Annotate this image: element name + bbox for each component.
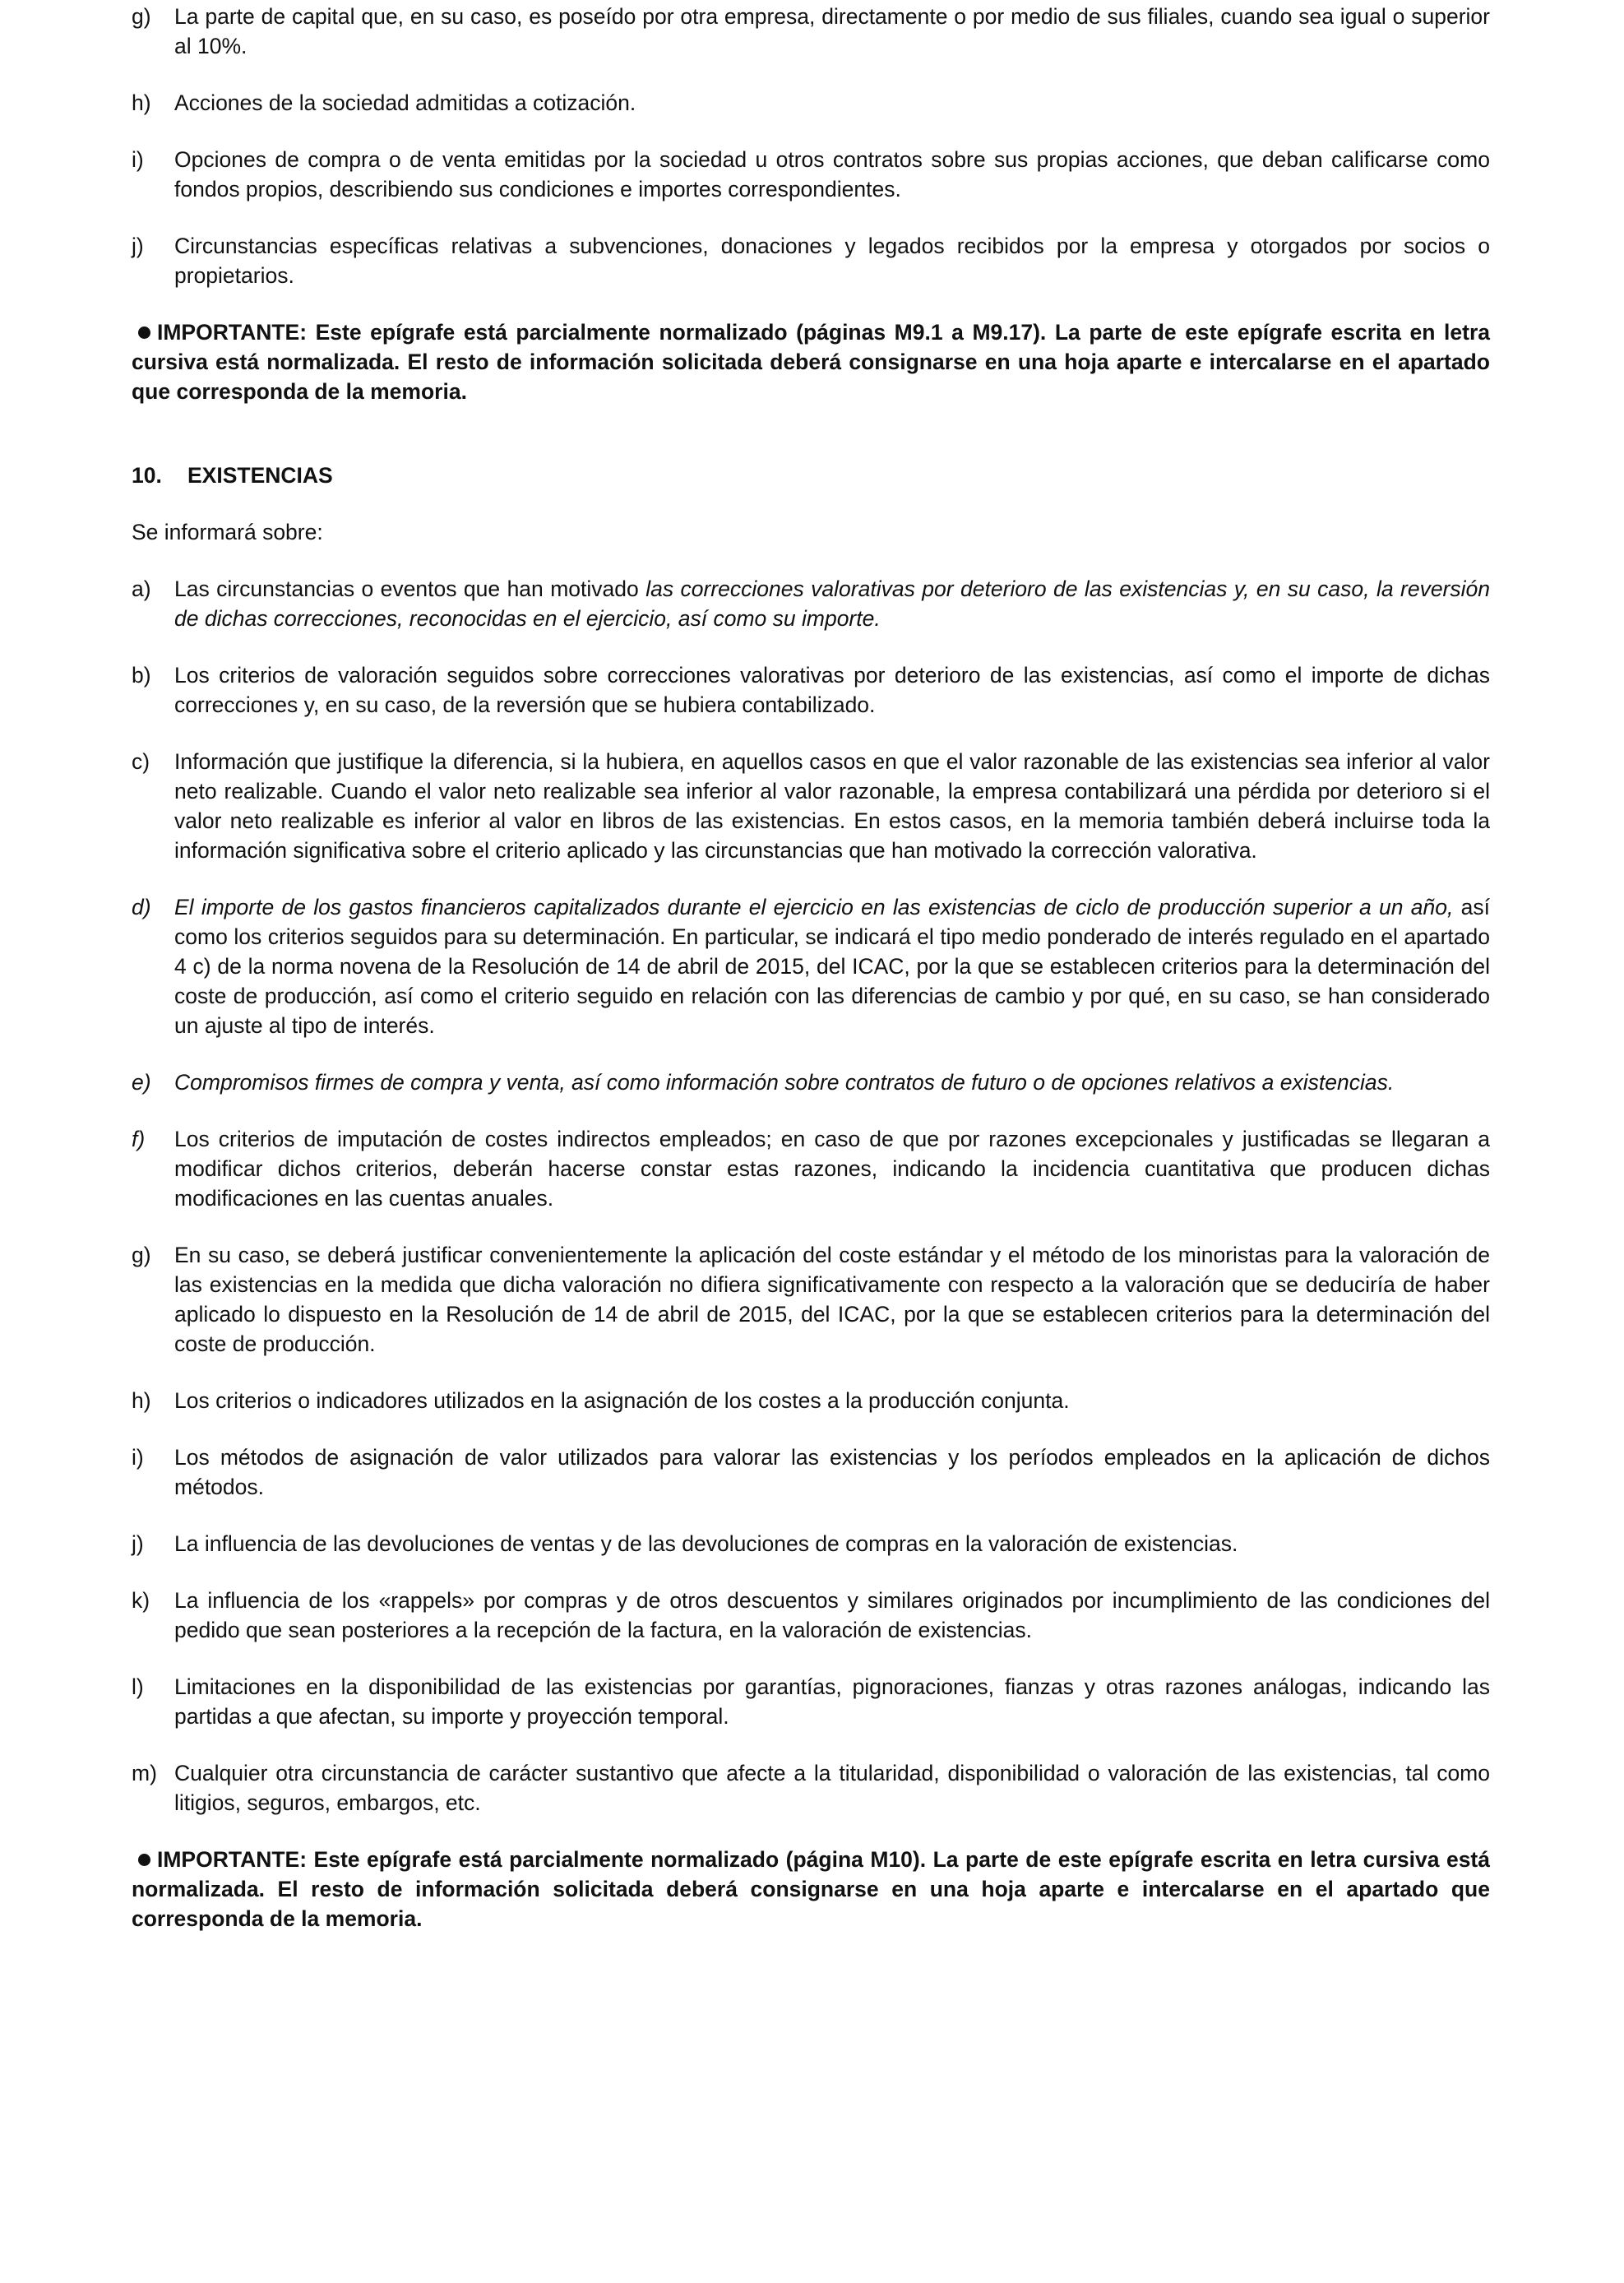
item-text: La influencia de los «rappels» por compras y de otros descuentos y similares originados por incumplimiento de las condiciones del pedido que sean posteriores a la recepción de la factura, en la valoración de existencias. [174,1588,1490,1642]
bullet-icon [138,1854,150,1866]
item-text: Los criterios de valoración seguidos sobre correcciones valorativas por deterioro de las existencias, así como el importe de dichas correcciones y, en su caso, de la reversión que se hubiera contabilizado. [174,663,1490,717]
section-number: 10. [132,463,162,488]
item-text [174,892,1490,1040]
item-text [174,574,1490,633]
plain-text: así como los criterios seguidos para su determinación. En particular, se indicará el tipo medio ponderado de interés regulado en el apartado 4 c) de la norma novena de la Resolución de 14 de abril de 2015, del ICAC, por la que se establecen criterios para la determinación del coste de producción, así como el criterio seguido en relación con las diferencias de cambio y por qué, en su caso, se han considerado un ajuste al tipo de interés. [174,895,1490,1038]
list-item-i [132,1443,1490,1502]
item-text: Los métodos de asignación de valor utilizados para valorar las existencias y los períodos empleados en la aplicación de dichos métodos. [174,1445,1490,1499]
item-label: b) [132,663,151,688]
list-item-prev-g [132,2,1490,61]
item-text: Opciones de compra o de venta emitidas por la sociedad u otros contratos sobre sus propias acciones, que deban calificarse como fondos propios, describiendo sus condiciones e importes correspondientes. [174,147,1490,201]
list-item-g [132,1240,1490,1359]
item-label: i) [132,147,144,172]
item-label: a) [132,577,151,601]
item-label: i) [132,1445,144,1470]
list-item-l [132,1672,1490,1731]
section-intro: Se informará sobre: [132,520,323,544]
item-text: Cualquier otra circunstancia de carácter sustantivo que afecte a la titularidad, disponibilidad o valoración de las existencias, tal como litigios, seguros, embargos, etc. [174,1761,1490,1815]
list-item-prev-j [132,231,1490,290]
item-text: Los criterios de imputación de costes indirectos empleados; en caso de que por razones excepcionales y justificadas se llegaran a modificar dichos criterios, deberán hacerse constar estas razones, indicando la incidencia cuantitativa que producen dichas modificaciones en las cuentas anuales. [174,1127,1490,1211]
list-item-prev-i [132,145,1490,204]
item-text: Información que justifique la diferencia, si la hubiera, en aquellos casos en que el valor razonable de las existencias sea inferior al valor neto realizable. Cuando el valor neto realizable sea inferior al valor razonable, la empresa contabilizará una pérdida por deterioro si el valor neto realizable es inferior al valor en libros de las existencias. En estos casos, en la memoria también deberá incluirse toda la información significativa sobre el criterio aplicado y las circunstancias que han motivado la corrección valorativa. [174,749,1490,863]
item-label: e) [132,1070,151,1095]
italic-text: El importe de los gastos financieros capitalizados durante el ejercicio en las existencias de ciclo de producción superior a un año, [174,895,1454,919]
list-item-prev-h [132,88,1490,118]
item-text: Compromisos firmes de compra y venta, así como información sobre contratos de futuro o de opciones relativos a existencias. [174,1070,1395,1095]
list-item-h [132,1386,1490,1415]
section-heading [132,461,1490,490]
item-label: d) [132,895,151,919]
list-item-d [132,892,1490,1040]
item-label: m) [132,1761,157,1785]
item-label: c) [132,749,150,774]
item-label: h) [132,90,151,115]
item-label: j) [132,234,144,258]
list-item-b [132,660,1490,720]
italic-text: las correcciones valorativas por deterioro de las existencias y, en su caso, la reversión de dichas correcciones, reconocidas en el ejercicio, así como su importe. [174,577,1490,631]
item-label: l) [132,1674,144,1699]
list-item-m [132,1758,1490,1818]
list-item-c [132,747,1490,865]
list-item-a [132,574,1490,633]
item-text: La parte de capital que, en su caso, es poseído por otra empresa, directamente o por medio de sus filiales, cuando sea igual o superior al 10%. [174,4,1490,58]
bullet-icon [138,326,150,339]
list-item-j [132,1529,1490,1558]
plain-text: Las circunstancias o eventos que han motivado [174,577,646,601]
item-text: Circunstancias específicas relativas a subvenciones, donaciones y legados recibidos por la empresa y otorgados por socios o propietarios. [174,234,1490,288]
item-label: h) [132,1388,151,1413]
item-label: j) [132,1531,144,1556]
item-text: En su caso, se deberá justificar convenientemente la aplicación del coste estándar y el método de los minoristas para la valoración de las existencias en la medida que dicha valoración no difiera significativamente con respecto a la valoración que se deduciría de haber aplicado lo dispuesto en la Resolución de 14 de abril de 2015, del ICAC, por la que se establecen criterios para la determinación del coste de producción. [174,1243,1490,1356]
item-text: La influencia de las devoluciones de ventas y de las devoluciones de compras en la valoración de existencias. [174,1531,1238,1556]
list-item-e [132,1067,1490,1097]
important-notice-section-10 [132,1845,1490,1933]
notice-text: IMPORTANTE: Este epígrafe está parcialmente normalizado (páginas M9.1 a M9.17). La parte de este epígrafe escrita en letra cursiva está normalizada. El resto de información solicitada deberá consignarse en una hoja aparte e intercalarse en el apartado que corresponda de la memoria. [132,320,1490,404]
item-text: Acciones de la sociedad admitidas a cotización. [174,90,636,115]
item-label: g) [132,4,151,29]
list-item-k [132,1586,1490,1645]
important-notice-section-9 [132,317,1490,406]
document-page [132,0,1490,1961]
item-text: Limitaciones en la disponibilidad de las existencias por garantías, pignoraciones, fianzas y otras razones análogas, indicando las partidas a que afectan, su importe y proyección temporal. [174,1674,1490,1729]
item-text: Los criterios o indicadores utilizados en la asignación de los costes a la producción conjunta. [174,1388,1070,1413]
notice-text: IMPORTANTE: Este epígrafe está parcialmente normalizado (página M10). La parte de este epígrafe escrita en letra cursiva está normalizada. El resto de información solicitada deberá consignarse en una hoja aparte e intercalarse en el apartado que corresponda de la memoria. [132,1847,1490,1931]
section-title: EXISTENCIAS [187,463,333,488]
item-label: g) [132,1243,151,1267]
item-label: f) [132,1127,146,1151]
list-item-f [132,1124,1490,1213]
item-label: k) [132,1588,150,1613]
